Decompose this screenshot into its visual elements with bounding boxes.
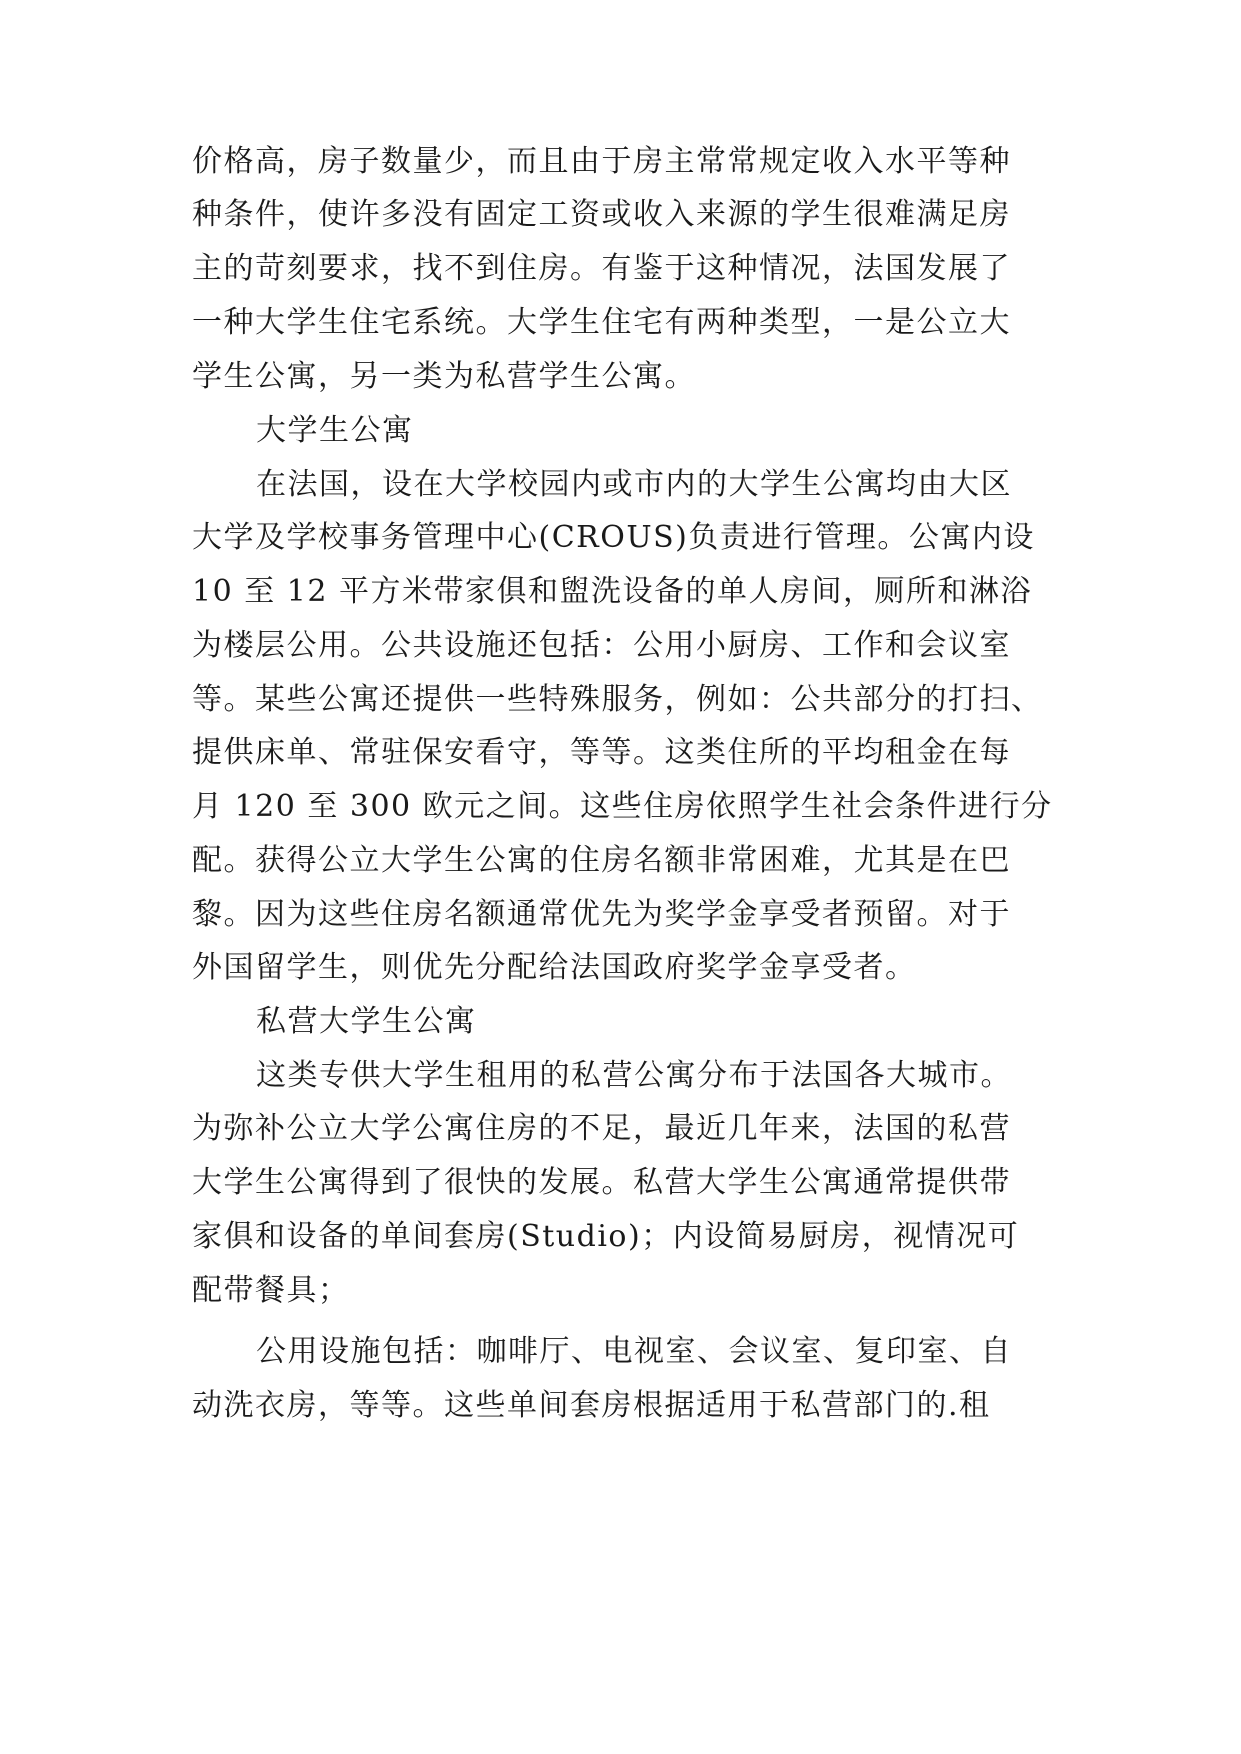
body-text-line: 在法国，设在大学校园内或市内的大学生公寓均由大区 [256,467,1012,502]
body-text-line: 提供床单、常驻保安看守，等等。这类住所的平均租金在每 [192,735,1011,770]
body-text-line: 家俱和设备的单间套房(Studio)；内设简易厨房，视情况可 [192,1219,1020,1254]
body-text-line: 动洗衣房，等等。这些单间套房根据适用于私营部门的.租 [192,1388,991,1423]
body-text-line: 为楼层公用。公共设施还包括：公用小厨房、工作和会议室 [192,628,1011,663]
body-text-line: 等。某些公寓还提供一些特殊服务，例如：公共部分的打扫、 [192,682,1043,717]
body-text-line: 黎。因为这些住房名额通常优先为奖学金享受者预留。对于 [192,897,1011,932]
body-text-line: 学生公寓，另一类为私营学生公寓。 [192,359,696,394]
body-text-line: 大学及学校事务管理中心(CROUS)负责进行管理。公寓内设 [192,520,1035,555]
body-text-line: 配带餐具； [192,1273,350,1308]
body-text-line: 配。获得公立大学生公寓的住房名额非常困难，尤其是在巴 [192,843,1011,878]
body-text-line: 公用设施包括：咖啡厅、电视室、会议室、复印室、自 [256,1334,1012,1369]
section-heading-private-dormitory: 私营大学生公寓 [256,1004,477,1039]
body-text-line: 主的苛刻要求，找不到住房。有鉴于这种情况，法国发展了 [192,251,1011,286]
body-text-line: 10 至 12 平方米带家俱和盥洗设备的单人房间，厕所和淋浴 [192,574,1032,609]
body-text-line: 外国留学生，则优先分配给法国政府奖学金享受者。 [192,950,917,985]
body-text-line: 这类专供大学生租用的私营公寓分布于法国各大城市。 [256,1058,1012,1093]
body-text-line: 一种大学生住宅系统。大学生住宅有两种类型，一是公立大 [192,305,1011,340]
body-text-line: 大学生公寓得到了很快的发展。私营大学生公寓通常提供带 [192,1165,1011,1200]
body-text-line: 为弥补公立大学公寓住房的不足，最近几年来，法国的私营 [192,1111,1011,1146]
body-text-line: 月 120 至 300 欧元之间。这些住房依照学生社会条件进行分 [192,789,1053,824]
body-text-line: 种条件，使许多没有固定工资或收入来源的学生很难满足房 [192,197,1011,232]
body-text-line: 价格高，房子数量少，而且由于房主常常规定收入水平等种 [192,144,1011,179]
section-heading-public-dormitory: 大学生公寓 [256,413,414,448]
